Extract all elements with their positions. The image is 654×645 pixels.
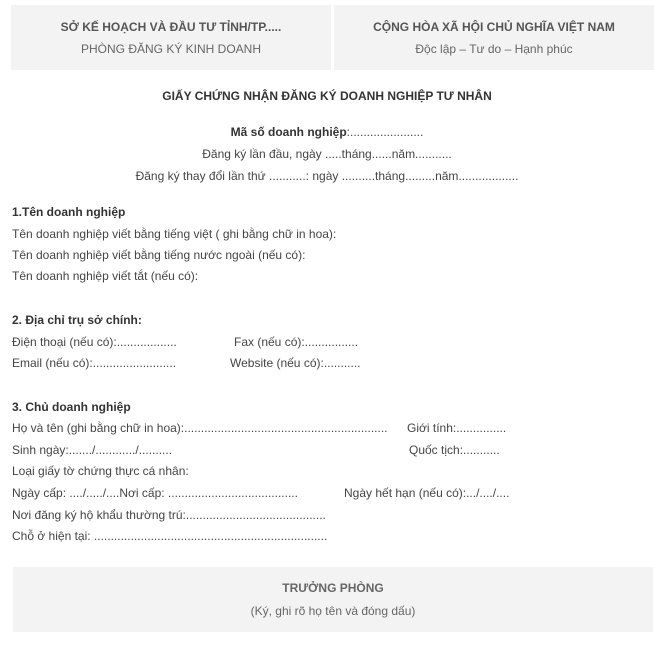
dob-line: Sinh ngày:......./............/.......... <box>12 443 173 457</box>
name-foreign-line: Tên doanh nghiệp viết bằng tiếng nước ngoài (nếu có): <box>12 248 306 262</box>
enterprise-code-line <box>0 125 654 139</box>
signature-note: (Ký, ghi rõ họ tên và đóng dấu) <box>250 604 416 618</box>
current-residence-line: Chỗ ở hiện tại: ...................................................................... <box>12 529 328 543</box>
fax-line: Fax (nếu có):................ <box>234 335 359 349</box>
website-line: Website (nếu có):........... <box>230 356 361 370</box>
first-registration-line: Đăng ký lần đầu, ngày .....tháng......năm........... <box>202 147 452 161</box>
office-name: PHÒNG ĐĂNG KÝ KINH DOANH <box>80 41 262 56</box>
id-type-line: Loại giấy tờ chứng thực cá nhân: <box>12 464 189 478</box>
permanent-residence-line: Nơi đăng ký hộ khẩu thường trú:.......................................... <box>12 508 326 522</box>
phone-line: Điện thoại (nếu có):.................. <box>12 335 177 349</box>
document-title: GIẤY CHỨNG NHẬN ĐĂNG KÝ DOANH NGHIỆP TƯ NHÂN <box>162 89 492 103</box>
national-header <box>334 5 654 70</box>
section1-heading: 1.Tên doanh nghiệp <box>12 205 126 219</box>
email-line: Email (nếu có):......................... <box>12 356 177 370</box>
agency-header <box>11 5 331 70</box>
section3-heading: 3. Chủ doanh nghiệp <box>12 400 131 414</box>
enterprise-code-label: Mã số doanh nghiệp <box>230 125 347 139</box>
owner-name-line: Họ và tên (ghi bằng chữ in hoa):............................................................. <box>12 421 388 435</box>
signature-block <box>13 567 653 632</box>
gender-line: Giới tính:............... <box>407 421 507 435</box>
enterprise-code-value: :...................... <box>346 125 424 139</box>
change-registration-line: Đăng ký thay đổi lần thứ ...........: ngày ..........tháng.........năm.................. <box>135 169 519 183</box>
signer-title: TRƯỞNG PHÒNG <box>282 581 384 595</box>
agency-name: SỞ KẾ HOẠCH VÀ ĐẦU TƯ TỈNH/TP..... <box>60 19 282 34</box>
name-vietnamese-line: Tên doanh nghiệp viết bằng tiếng việt ( ghi bằng chữ in hoa): <box>12 227 337 241</box>
document-header <box>11 5 654 70</box>
issue-date-line: Ngày cấp: ..../...../....Nơi cấp: ....................................... <box>12 486 298 500</box>
nationality-line: Quốc tịch:........... <box>409 443 500 457</box>
motto: Độc lập – Tư do – Hạnh phúc <box>415 41 573 56</box>
section2-heading: 2. Địa chỉ trụ sở chính: <box>12 313 142 327</box>
expiry-date-line: Ngày hết hạn (nếu có):.../..../.... <box>344 486 510 500</box>
country-name: CỘNG HÒA XÃ HỘI CHỦ NGHĨA VIỆT NAM <box>373 19 615 34</box>
name-abbrev-line: Tên doanh nghiệp viết tắt (nếu có): <box>12 269 199 283</box>
